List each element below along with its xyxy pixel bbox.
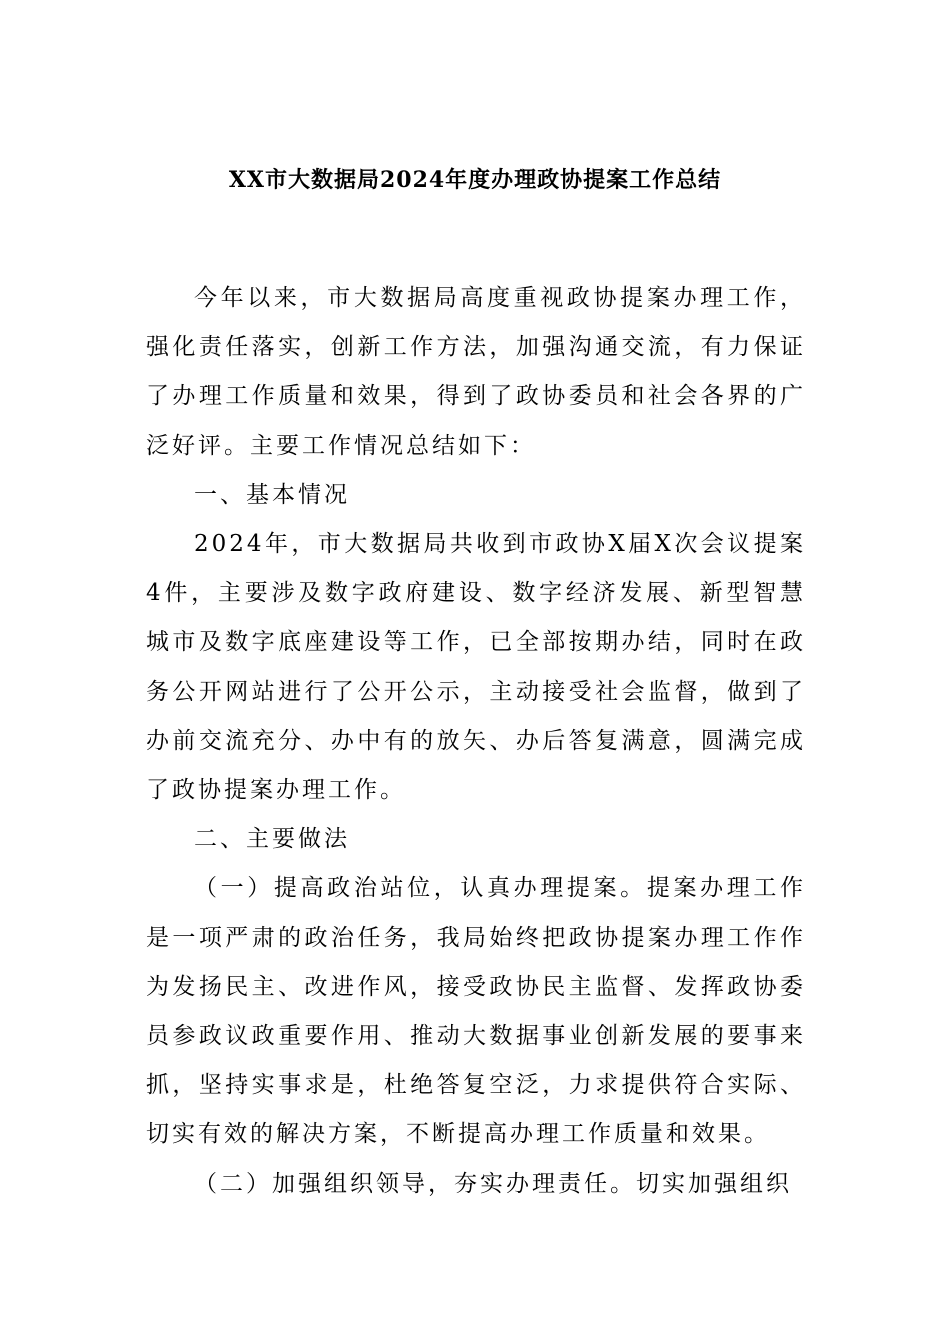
section-heading-main-practices: 二、主要做法: [194, 826, 350, 853]
paragraph-practice-1: （一）提高政治站位，认真办理提案。提案办理工作是一项严肃的政治任务，我局始终把政协提案办理工作作为发扬民主、改进作风，接受政协民主监督、发挥政协委员参政议政重要作用、推动大数据事业创新发展的要事来抓，坚持实事求是，杜绝答复空泛，力求提供符合实际、切实有效的解决方案，不断提高办理工作质量和效果。: [146, 875, 806, 1148]
paragraph-intro: 今年以来，市大数据局高度重视政协提案办理工作，强化责任落实，创新工作方法，加强沟通交流，有力保证了办理工作质量和效果，得到了政协委员和社会各界的广泛好评。主要工作情况总结如下：: [146, 285, 806, 459]
paragraph-basic-situation: 2024年，市大数据局共收到市政协X届X次会议提案4件，主要涉及数字政府建设、数字经济发展、新型智慧城市及数字底座建设等工作，已全部按期办结，同时在政务公开网站进行了公开公示，主动接受社会监督，做到了办前交流充分、办中有的放矢、办后答复满意，圆满完成了政协提案办理工作。: [146, 531, 806, 804]
paragraph-practice-2: （二）加强组织领导，夯实办理责任。切实加强组织: [194, 1170, 792, 1197]
section-heading-basic-situation: 一、基本情况: [194, 481, 350, 508]
document-body: [146, 274, 806, 1209]
document-title: XX市大数据局2024年度办理政协提案工作总结: [228, 167, 722, 193]
